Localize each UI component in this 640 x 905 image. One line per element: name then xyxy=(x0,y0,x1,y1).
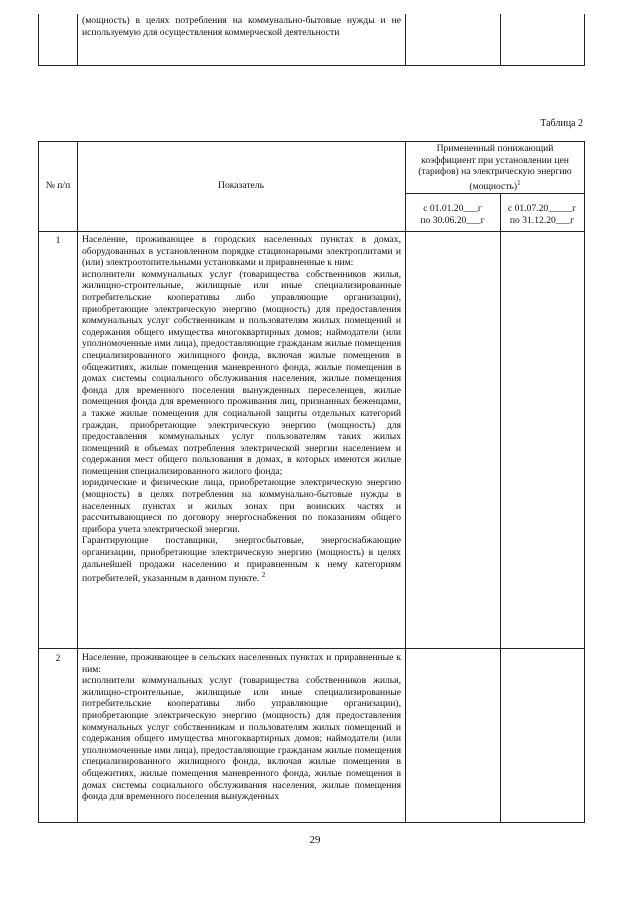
row-1-para-2: исполнители коммунальных услуг (товарищества собственников жилья, жилищно-строительные, жилищные или иные специализированные потребительские кооперативы либо управляющие организации), приобретающие электрическую энергию (мощность) для предоставления коммунальных услуг собственникам и пользователям жилых помещений и содержания общего имущества многоквартирных домов; наймодатели (или уполномоченные ими лица), предоставляющие гражданам жилые помещения специализированного жилищного фонда, включая жилые помещения в общежитиях, жилые помещения маневренного фонда, жилые помещения в домах системы социального обслуживания населения, жилые помещения фонда для временного поселения вынужденных переселенцев, жилые помещения фонда для временного проживания лиц, признанных беженцами, а также жилые помещения для социальной защиты отдельных категорий граждан, приобретающие электрическую энергию (мощность) для предоставления коммунальных услуг пользователям таких жилых помещений в объемах потребления электрической энергии населением и содержания мест общего пользования в домах, в которых имеются жилые помещения специализированного жилого фонда; xyxy=(82,268,401,477)
footnote-1: 1 xyxy=(517,178,521,187)
header-coefficient xyxy=(410,143,580,193)
header-period-2: с 01.07.20_____г по 31.12.20___г xyxy=(507,203,577,226)
header-num: № п/п xyxy=(45,180,71,191)
table-caption: Таблица 2 xyxy=(540,118,583,129)
row-1-num: 1 xyxy=(55,235,61,246)
top-fragment-text: (мощность) в целях потребления на коммунально-бытовые нужды и не используемую для осуществления коммерческой деятельности xyxy=(82,15,401,38)
page-number: 29 xyxy=(309,834,321,846)
footnote-2: 2 xyxy=(261,571,266,580)
header-indicator: Показатель xyxy=(218,180,264,191)
row-2-para-1: Население, проживающее в сельских населенных пунктах и приравненные к ним: xyxy=(82,652,401,675)
row-1-indicator xyxy=(82,234,401,585)
row-1-para-3: юридические и физические лица, приобретающие электрическую энергию (мощность) в целях потребления на коммунально-бытовые нужды в населенных пунктах и жилых зонах при воинских частях и рассчитывающиеся по договору энергоснабжения по показаниям общего прибора учета электрической энергии. xyxy=(82,477,401,535)
header-coefficient-text: Примененный понижающий коэффициент при установлении цен (тарифов) на электрическую энергию (мощность) xyxy=(418,143,572,192)
header-period-1: с 01.01.20___г по 30.06.20___г xyxy=(420,203,485,226)
row-1-para-4: Гарантирующие поставщики, энергосбытовые, энергоснабжающие организации, приобретающие электрическую энергию (мощность) в целях дальнейшей продажи населению и приравненным к нему категориям потребителей, указанным в данном пункте. $^2$ xyxy=(82,535,401,585)
row-2-indicator xyxy=(82,652,401,822)
row-2-num: 2 xyxy=(55,653,61,664)
row-1-para-1: Население, проживающее в городских населенных пунктах в домах, оборудованных в установленном порядке стационарными электроплитами и (или) электроотопительными установками и приравненные к ним: xyxy=(82,234,401,269)
row-2-para-2: исполнители коммунальных услуг (товарищества собственников жилья, жилищно-строительные, жилищные или иные специализированные потребительские кооперативы либо управляющие организации), приобретающие электрическую энергию (мощность) для предоставления коммунальных услуг собственникам и пользователям жилых помещений и содержания общего имущества многоквартирных домов; наймодатели (или уполномоченные ими лица), предоставляющие гражданам жилые помещения специализированного жилищного фонда, включая жилые помещения в общежитиях, жилые помещения маневренного фонда, жилые помещения в домах системы социального обслуживания населения, жилые помещения фонда для временного поселения вынужденных xyxy=(82,675,401,803)
